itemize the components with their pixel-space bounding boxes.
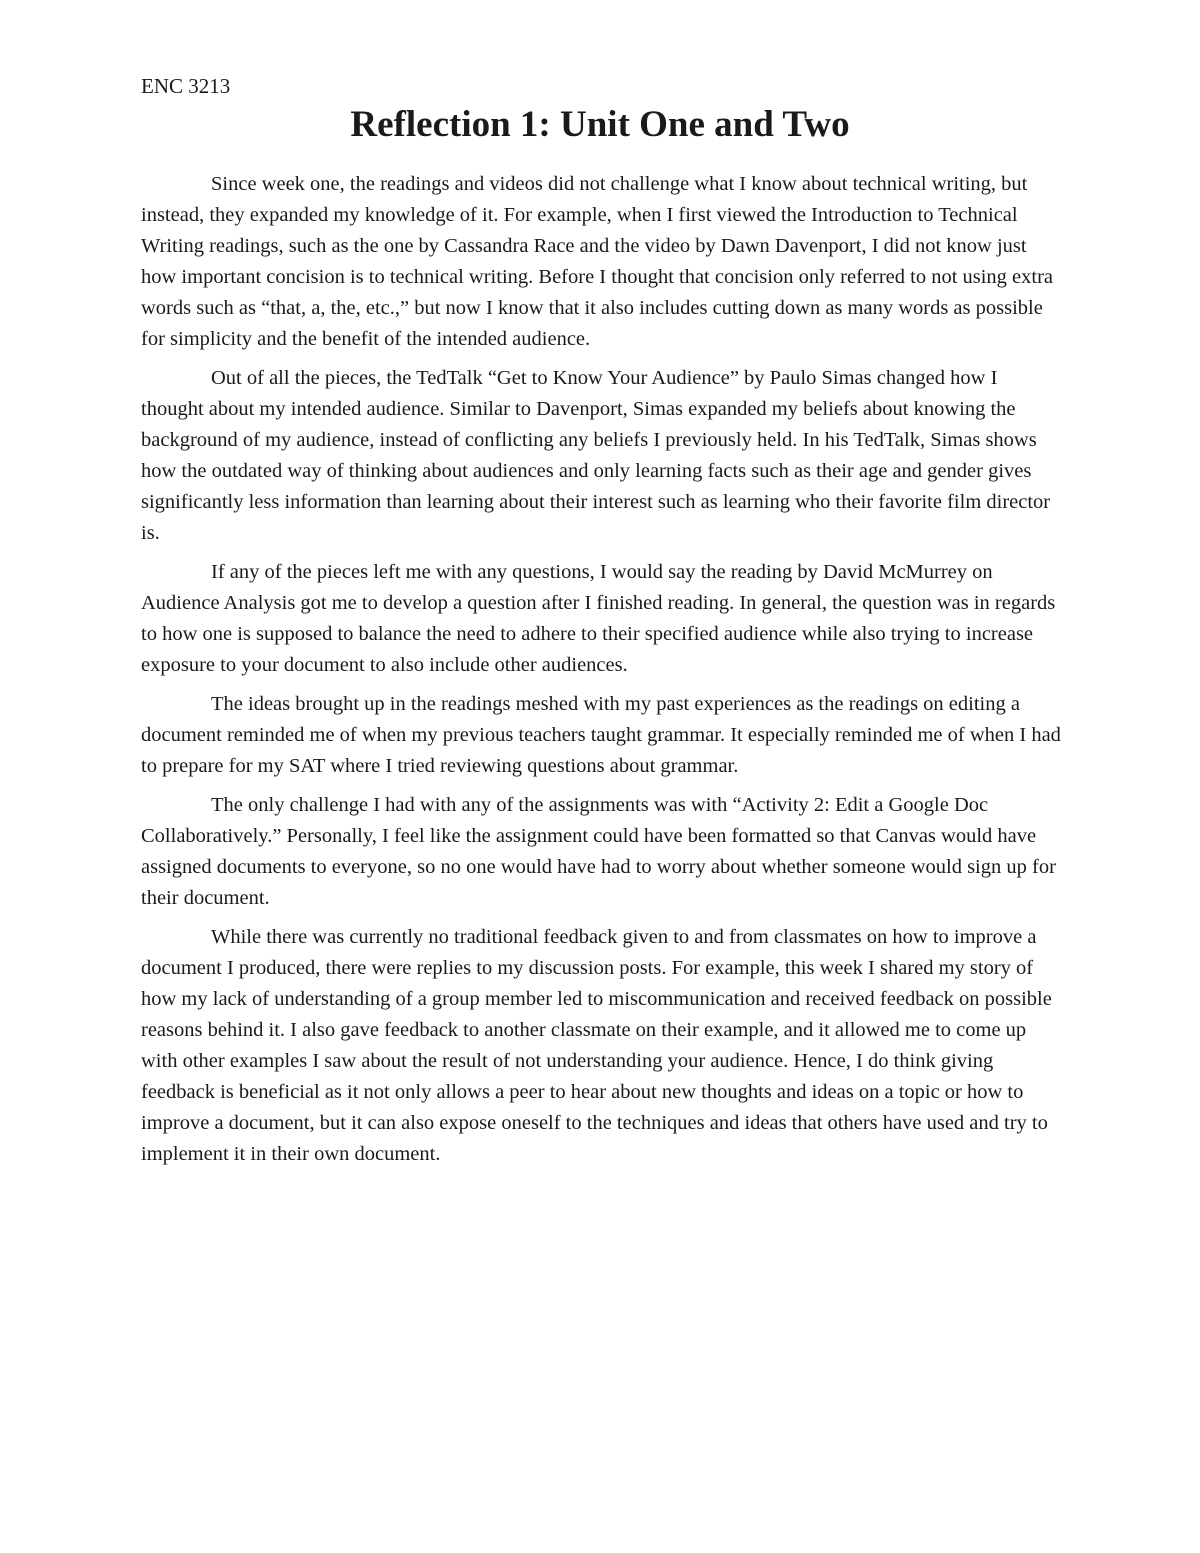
page-title: Reflection 1: Unit One and Two xyxy=(350,104,850,145)
paragraph-5: The only challenge I had with any of the assignments was with “Activity 2: Edit a Google Doc Collaboratively.” Personally, I feel like the assignment could have been formatted so that Canvas would have assigned documents to everyone, so no one would have had to worry about whether someone would sign up for their document. xyxy=(141,794,1056,909)
paragraph-3: If any of the pieces left me with any questions, I would say the reading by David McMurrey on Audience Analysis got me to develop a question after I finished reading. In general, the question was in regards to how one is supposed to balance the need to adhere to their specified audience while also trying to increase exposure to your document to also include other audiences. xyxy=(141,561,1056,676)
document-body xyxy=(141,169,1063,1170)
paragraph-4: The ideas brought up in the readings meshed with my past experiences as the readings on editing a document reminded me of when my previous teachers taught grammar. It especially reminded me of when I had to prepare for my SAT where I tried reviewing questions about grammar. xyxy=(141,693,1061,777)
paragraph-1: Since week one, the readings and videos did not challenge what I know about technical writing, but instead, they expanded my knowledge of it. For example, when I first viewed the Introduction to Technical Writing readings, such as the one by Cassandra Race and the video by Dawn Davenport, I did not know just how important concision is to technical writing. Before I thought that concision only referred to not using extra words such as “that, a, the, etc.,” but now I know that it also includes cutting down as many words as possible for simplicity and the benefit of the intended audience. xyxy=(141,173,1054,350)
paragraph-6: While there was currently no traditional feedback given to and from classmates on how to improve a document I produced, there were replies to my discussion posts. For example, this week I shared my story of how my lack of understanding of a group member led to miscommunication and received feedback on possible reasons behind it. I also gave feedback to another classmate on their example, and it allowed me to come up with other examples I saw about the result of not understanding your audience. Hence, I do think giving feedback is beneficial as it not only allows a peer to hear about new thoughts and ideas on a topic or how to improve a document, but it can also expose oneself to the techniques and ideas that others have used and try to implement it in their own document. xyxy=(141,926,1052,1165)
paragraph-2: Out of all the pieces, the TedTalk “Get to Know Your Audience” by Paulo Simas changed how I thought about my intended audience. Similar to Davenport, Simas expanded my beliefs about knowing the background of my audience, instead of conflicting any beliefs I previously held. In his TedTalk, Simas shows how the outdated way of thinking about audiences and only learning facts such as their age and gender gives significantly less information than learning about their interest such as learning who their favorite film director is. xyxy=(141,367,1051,544)
course-code: ENC 3213 xyxy=(141,74,231,98)
